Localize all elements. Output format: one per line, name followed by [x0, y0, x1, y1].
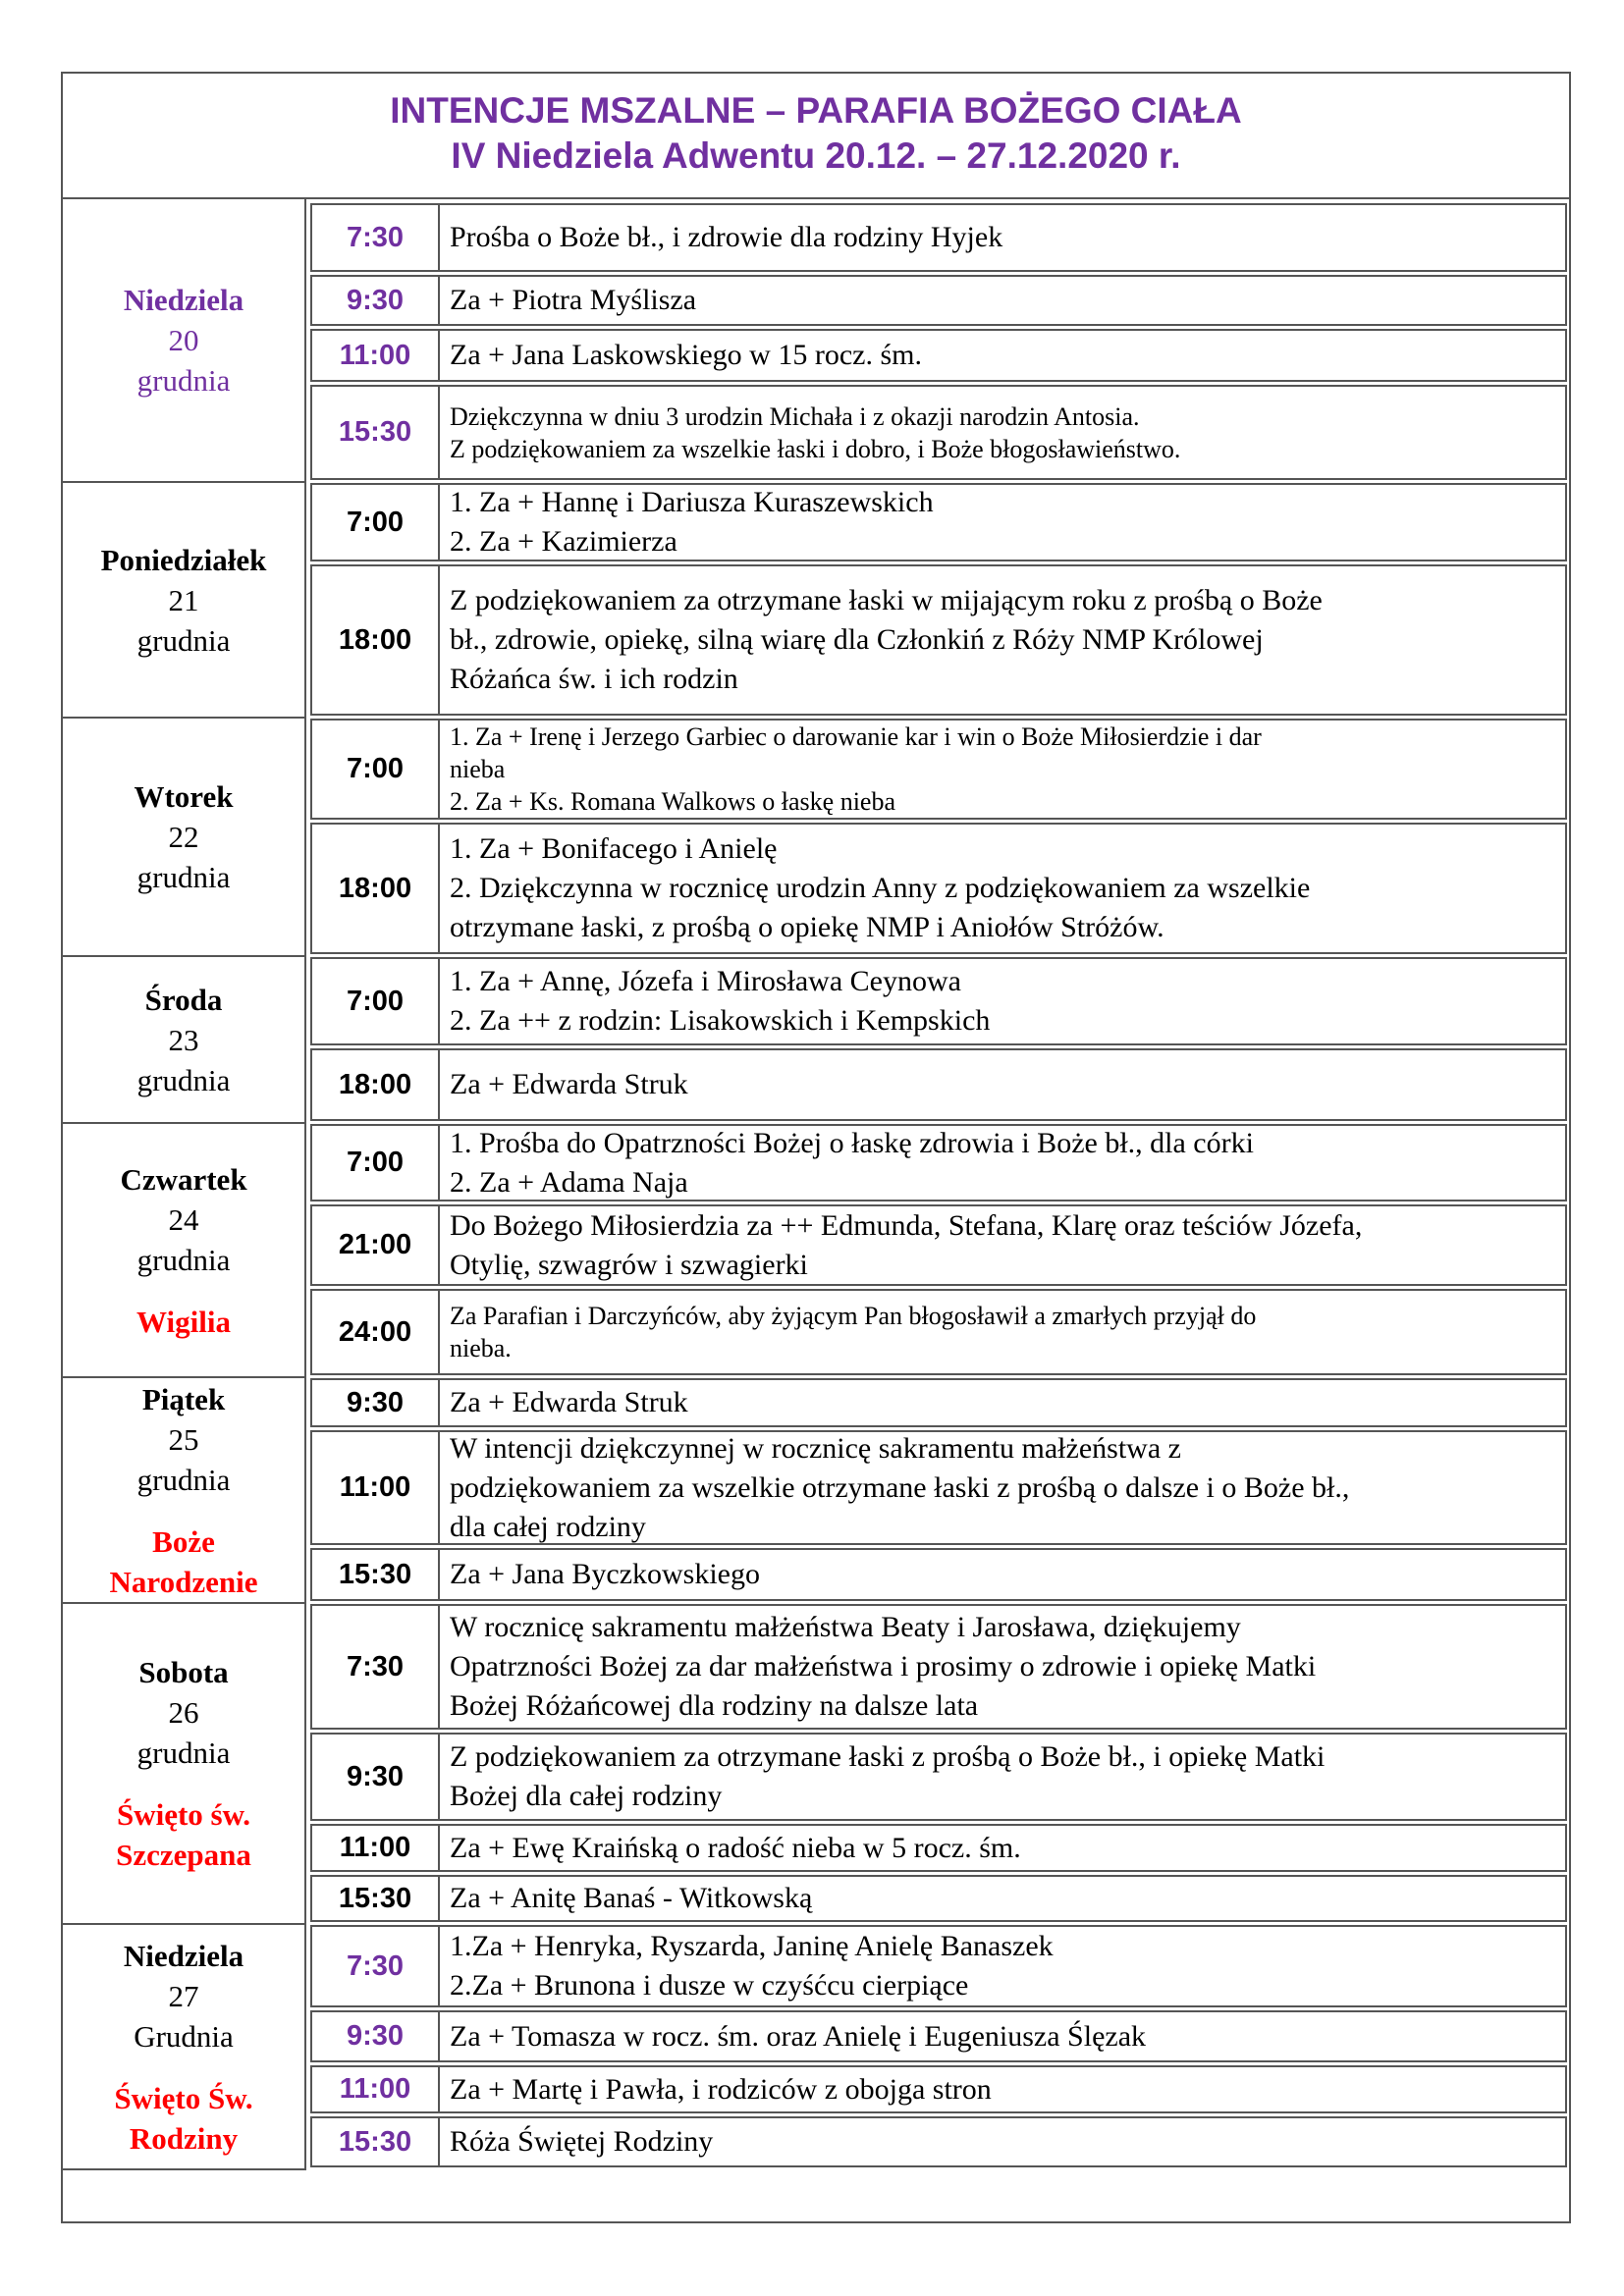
intention-line: Za + Jana Laskowskiego w 15 rocz. śm.: [450, 339, 922, 371]
mass-row: [310, 1733, 1567, 1821]
mass-time: 11:00: [312, 2067, 440, 2111]
mass-row: [310, 1875, 1567, 1922]
intention-line: 2. Za + Adama Naja: [450, 1165, 688, 1199]
mass-time: 7:30: [312, 205, 440, 270]
mass-row: [310, 957, 1567, 1045]
day-number: 20: [168, 323, 199, 357]
intention-line: Za + Piotra Myślisza: [450, 284, 697, 316]
mass-time: 9:30: [312, 277, 440, 324]
mass-intention: [440, 2012, 1565, 2060]
mass-intention: [440, 1050, 1565, 1119]
intention-line: Prośba o Boże bł., i zdrowie dla rodziny Hyjek: [450, 221, 1003, 253]
mass-intention: [440, 387, 1565, 478]
mass-time: 18:00: [312, 1050, 440, 1119]
intention-line: Za + Edwarda Struk: [450, 1068, 688, 1100]
mass-intention: [440, 1291, 1565, 1373]
day-name: Środa: [144, 982, 223, 1017]
intention-line: W rocznicę sakramentu małżeństwa Beaty i Jarosława, dziękujemy: [450, 1611, 1241, 1643]
mass-row: [310, 1289, 1567, 1375]
mass-time: 7:00: [312, 721, 440, 818]
day-cell: [63, 1378, 306, 1604]
mass-row: [310, 823, 1567, 954]
title-line-1: INTENCJE MSZALNE – PARAFIA BOŻEGO CIAŁA: [390, 90, 1242, 131]
mass-time: 15:30: [312, 2118, 440, 2165]
mass-time: 15:30: [312, 1877, 440, 1920]
day-number: 21: [168, 582, 199, 617]
mass-intention: [440, 1826, 1565, 1870]
intention-line: 1. Za + Bonifacego i Anielę: [450, 832, 778, 865]
intention-line: 1. Za + Irenę i Jerzego Garbiec o darowanie kar i win o Boże Miłosierdzie i dar: [450, 722, 1262, 751]
day-month: grudnia: [136, 1062, 231, 1097]
day-cell: [63, 1124, 306, 1378]
mass-row: [310, 1824, 1567, 1872]
intention-line: bł., zdrowie, opiekę, silną wiarę dla Członkiń z Róży NMP Królowej: [450, 623, 1264, 656]
mass-row: [310, 1124, 1567, 1201]
day-name: Niedziela: [123, 1938, 244, 1973]
intention-line: Bożej dla całej rodziny: [450, 1780, 723, 1812]
feast-note: Święto św. Szczepana: [116, 1797, 251, 1872]
mass-row: [310, 2010, 1567, 2062]
day-month: grudnia: [136, 1462, 231, 1497]
mass-time: 9:30: [312, 2012, 440, 2060]
intention-line: Bożej Różańcowej dla rodziny na dalsze lata: [450, 1689, 979, 1722]
intention-line: Róża Świętej Rodziny: [450, 2125, 714, 2158]
title-line-2: IV Niedziela Adwentu 20.12. – 27.12.2020 r.: [451, 135, 1181, 176]
day-month: grudnia: [136, 1735, 231, 1770]
day-number: 22: [168, 820, 199, 854]
intention-line: Za + Edwarda Struk: [450, 1386, 688, 1418]
intention-line: nieba: [450, 755, 506, 783]
mass-time: 7:00: [312, 1126, 440, 1200]
intention-line: W intencji dziękczynnej w rocznicę sakramentu małżeństwa z: [450, 1431, 1181, 1465]
intention-line: Za + Jana Byczkowskiego: [450, 1558, 760, 1590]
mass-row: [310, 1378, 1567, 1427]
mass-row: [310, 2116, 1567, 2167]
intention-line: Za + Ewę Kraińską o radość nieba w 5 rocz. śm.: [450, 1831, 1021, 1864]
mass-intention: [440, 1380, 1565, 1425]
mass-time: 11:00: [312, 1432, 440, 1543]
mass-row: [310, 203, 1567, 272]
mass-row: [310, 483, 1567, 561]
intention-line: otrzymane łaski, z prośbą o opiekę NMP i Aniołów Stróżów.: [450, 911, 1164, 943]
mass-intention: [440, 331, 1565, 380]
intention-line: 1. Za + Hannę i Dariusza Kuraszewskich: [450, 486, 934, 518]
page-title: [63, 74, 1569, 199]
day-name: Piątek: [141, 1381, 226, 1416]
mass-row: [310, 275, 1567, 326]
day-number: 27: [168, 1978, 199, 2013]
intention-line: 1. Prośba do Opatrzności Bożej o łaskę zdrowia i Boże bł., dla córki: [450, 1126, 1254, 1159]
mass-row: [310, 719, 1567, 820]
mass-row: [310, 564, 1567, 716]
mass-time: 7:30: [312, 1606, 440, 1728]
mass-intention: [440, 1432, 1565, 1543]
day-name: Wtorek: [134, 779, 234, 814]
mass-row: [310, 1204, 1567, 1286]
mass-time: 9:30: [312, 1735, 440, 1819]
day-month: grudnia: [136, 1242, 231, 1277]
mass-intention: [440, 566, 1565, 714]
mass-time: 15:30: [312, 387, 440, 478]
day-cell: [63, 957, 306, 1124]
intention-line: 1.Za + Henryka, Ryszarda, Janinę Anielę Banaszek: [450, 1930, 1054, 1962]
mass-time: 7:00: [312, 485, 440, 560]
intention-line: 2. Za ++ z rodzin: Lisakowskich i Kempskich: [450, 1004, 991, 1037]
day-number: 24: [168, 1201, 199, 1237]
mass-time: 9:30: [312, 1380, 440, 1425]
mass-intention: [440, 825, 1565, 952]
mass-intention: [440, 1927, 1565, 2005]
feast-note: Wigilia: [136, 1304, 231, 1339]
mass-row: [310, 329, 1567, 382]
mass-intention: [440, 1206, 1565, 1284]
intention-line: dla całej rodziny: [450, 1510, 646, 1543]
mass-intention: [440, 959, 1565, 1043]
mass-intention: [440, 1735, 1565, 1819]
mass-row: [310, 1548, 1567, 1601]
day-cell: [63, 719, 306, 957]
feast-note: Święto Św. Rodziny: [114, 2080, 253, 2156]
mass-row: [310, 385, 1567, 480]
mass-row: [310, 1604, 1567, 1730]
mass-intention: [440, 1606, 1565, 1728]
intention-line: Dziękczynna w dniu 3 urodzin Michała i z okazji narodzin Antosia.: [450, 401, 1140, 431]
day-number: 26: [168, 1695, 199, 1730]
intention-line: Za Parafian i Darczyńców, aby żyjącym Pan błogosławił a zmarłych przyjął do: [450, 1302, 1257, 1330]
day-name: Czwartek: [120, 1161, 247, 1197]
mass-time: 11:00: [312, 1826, 440, 1870]
day-month: grudnia: [136, 622, 231, 658]
intention-line: nieba.: [450, 1334, 512, 1362]
mass-intention: [440, 1550, 1565, 1599]
intention-line: podziękowaniem za wszelkie otrzymane łaski z prośbą o dalsze i o Boże bł.,: [450, 1470, 1350, 1504]
mass-time: 24:00: [312, 1291, 440, 1373]
mass-time: 18:00: [312, 566, 440, 714]
intention-line: Opatrzności Bożej za dar małżeństwa i prosimy o zdrowie i opiekę Matki: [450, 1650, 1317, 1682]
day-cell: [63, 1604, 306, 1925]
mass-intention: [440, 485, 1565, 560]
intention-line: 2. Za + Kazimierza: [450, 525, 677, 558]
mass-intention: [440, 277, 1565, 324]
day-name: Poniedziałek: [100, 542, 267, 577]
intentions-table: [61, 72, 1571, 2223]
intention-line: 1. Za + Annę, Józefa i Mirosława Ceynowa: [450, 965, 961, 997]
mass-intention: [440, 2067, 1565, 2111]
day-month: grudnia: [136, 363, 231, 398]
day-name: Niedziela: [123, 283, 244, 317]
day-number: 23: [168, 1022, 199, 1057]
day-name: Sobota: [138, 1655, 229, 1689]
mass-intention: [440, 721, 1565, 818]
intention-line: 2. Dziękczynna w rocznicę urodzin Anny z podziękowaniem za wszelkie: [450, 872, 1311, 904]
mass-time: 7:00: [312, 959, 440, 1043]
day-month: Grudnia: [134, 2018, 234, 2054]
intention-line: Za + Tomasza w rocz. śm. oraz Anielę i Eugeniusza Ślęzak: [450, 2019, 1147, 2053]
mass-intention: [440, 1877, 1565, 1920]
intention-line: Za + Anitę Banaś - Witkowską: [450, 1882, 813, 1914]
day-cell: [63, 199, 306, 483]
mass-intention: [440, 1126, 1565, 1200]
mass-time: 18:00: [312, 825, 440, 952]
intention-line: Różańca św. i ich rodzin: [450, 663, 738, 695]
day-cell: [63, 1925, 306, 2170]
intention-line: Z podziękowaniem za otrzymane łaski z prośbą o Boże bł., i opiekę Matki: [450, 1740, 1326, 1773]
mass-row: [310, 1048, 1567, 1121]
intention-line: Za + Martę i Pawła, i rodziców z obojga stron: [450, 2072, 992, 2106]
mass-time: 11:00: [312, 331, 440, 380]
intention-line: 2. Za + Ks. Romana Walkows o łaskę nieba: [450, 787, 895, 816]
mass-row: [310, 1430, 1567, 1545]
intention-line: Do Bożego Miłosierdzia za ++ Edmunda, Stefana, Klarę oraz teściów Józefa,: [450, 1208, 1363, 1242]
intention-line: Z podziękowaniem za wszelkie łaski i dobro, i Boże błogosławieństwo.: [450, 434, 1181, 463]
mass-row: [310, 2065, 1567, 2113]
intention-line: Otylię, szwagrów i szwagierki: [450, 1248, 808, 1281]
mass-time: 21:00: [312, 1206, 440, 1284]
day-month: grudnia: [136, 860, 231, 894]
mass-intention: [440, 2118, 1565, 2165]
day-number: 25: [168, 1421, 199, 1457]
intention-line: 2.Za + Brunona i dusze w czyśćcu cierpiące: [450, 1969, 969, 2002]
mass-time: 15:30: [312, 1550, 440, 1599]
mass-row: [310, 1925, 1567, 2007]
intention-line: Z podziękowaniem za otrzymane łaski w mijającym roku z prośbą o Boże: [450, 584, 1323, 616]
mass-intention: [440, 205, 1565, 270]
day-cell: [63, 483, 306, 719]
feast-note: Boże Narodzenie: [109, 1523, 258, 1599]
mass-time: 7:30: [312, 1927, 440, 2005]
